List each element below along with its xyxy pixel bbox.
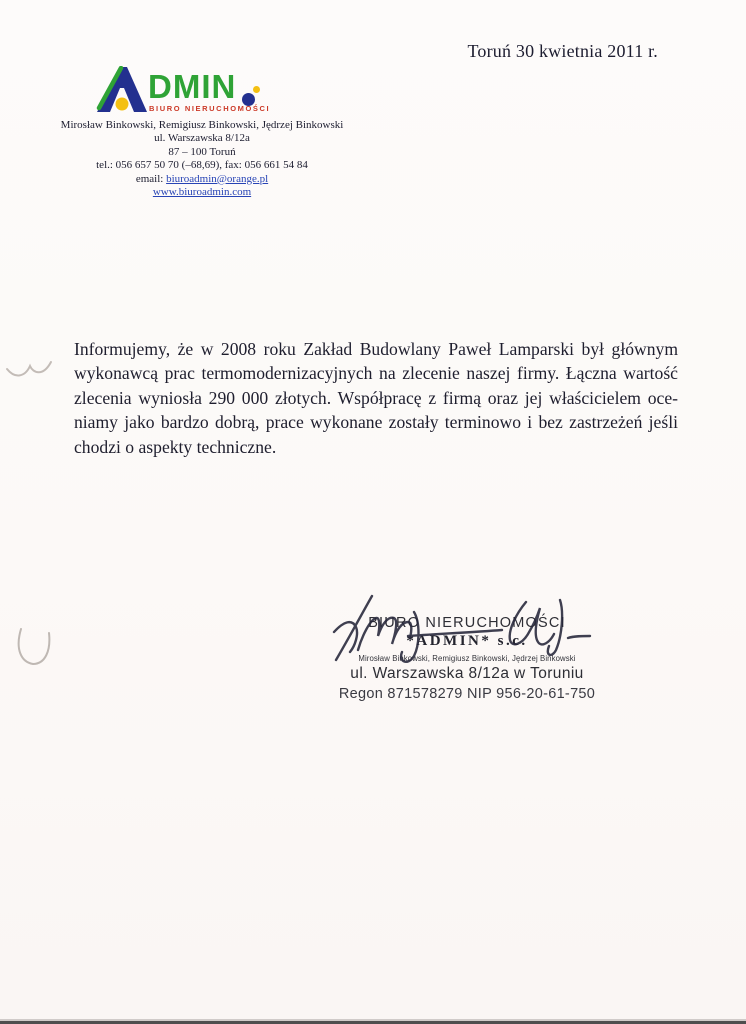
website-line (52, 186, 352, 199)
hole-punch-mark-top (5, 349, 53, 383)
body-line: chodzi o aspekty techniczne. (74, 436, 277, 457)
email-label: email: (135, 172, 167, 185)
company-stamp (333, 615, 601, 702)
street-line: ul. Warszawska 8/12a (154, 132, 250, 145)
phone-fax-line: tel.: 056 657 50 70 (–68,69), fax: 056 661 54 84 (96, 159, 308, 172)
body-line: wykonawcą prac termomodernizacyjnych na zlecenie naszej firmy. Łączna wartość (74, 363, 678, 384)
date-line: Toruń 30 kwietnia 2011 r. (467, 41, 658, 61)
owners-line: Mirosław Binkowski, Remigiusz Binkowski, Jędrzej Binkowski (60, 119, 344, 131)
stamp-owners: Mirosław Binkowski, Remigiusz Binkowski, Jędrzej Binkowski (358, 654, 576, 663)
logo-period-yellow-dot-icon (253, 86, 260, 93)
city-line: 87 – 100 Toruń (168, 145, 236, 158)
company-logo (96, 66, 276, 118)
body-line: niamy jako bardzo dobrą, prace wykonane zostały terminowo i bez zastrzeżeń jeśli (74, 412, 678, 433)
hole-punch-mark-bottom (13, 625, 55, 669)
stamp-address: ul. Warszawska 8/12a w Toruniu (350, 665, 584, 682)
stamp-regon-nip: Regon 871578279 NIP 956-20-61-750 (338, 686, 596, 702)
stamp-company-type: BIURO NIERUCHOMOŚCI (368, 615, 566, 631)
stamp-company-name: *ADMIN* s.c. (406, 633, 528, 649)
body-line: zlecenia wyniosła 290 000 złotych. Współpracę z firmą oraz jej właścicielem oce- (74, 387, 678, 408)
logo-a-mark-icon (96, 66, 148, 114)
email-link[interactable]: biuroadmin@orange.pl (166, 172, 269, 185)
logo-wordmark: DMIN (148, 68, 237, 105)
email-line (52, 173, 352, 186)
body-line: Informujemy, że w 2008 roku Zakład Budowlany Paweł Lamparski był głównym (74, 339, 678, 359)
letter-body-paragraph (74, 337, 678, 459)
website-link[interactable]: www.biuroadmin.com (152, 186, 252, 199)
letterhead-address-block (52, 119, 352, 199)
logo-subtitle: BIURO NIERUCHOMOŚCI (149, 104, 271, 113)
